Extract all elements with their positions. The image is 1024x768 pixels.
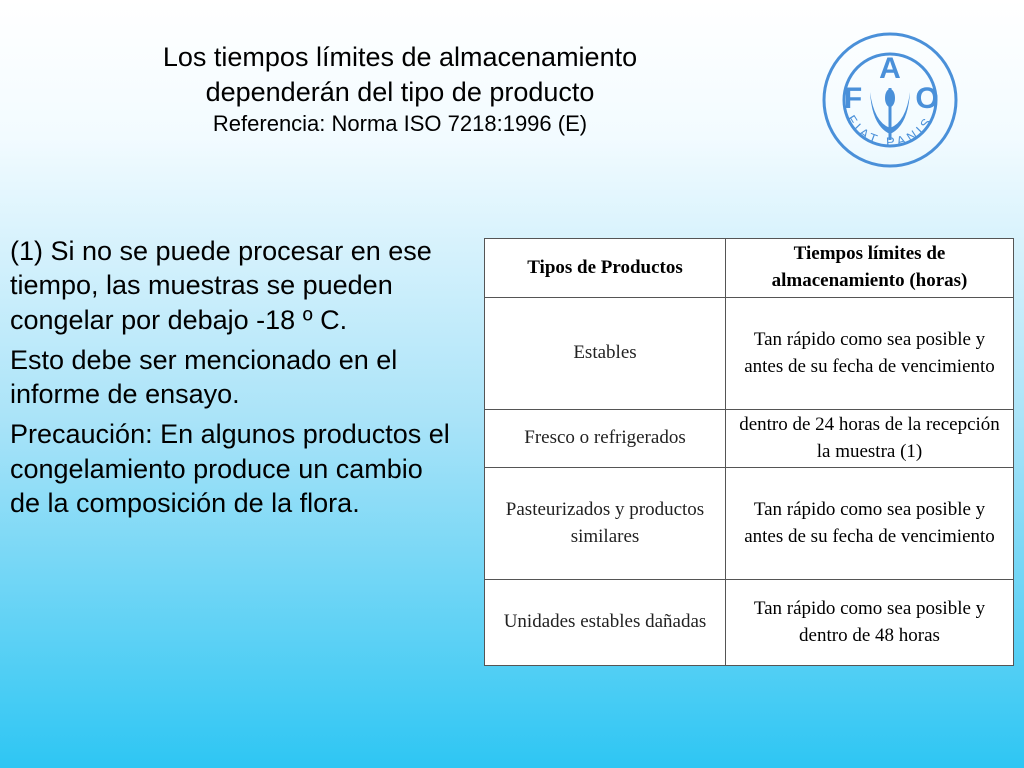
product-cell: Estables <box>485 298 726 410</box>
limit-cell: Tan rápido como sea posible y antes de su fecha de vencimiento <box>726 298 1014 410</box>
header-time-limit: Tiempos límites de almacenamiento (horas) <box>726 239 1014 298</box>
note-precaucion: Precaución: En algunos productos el congelamiento produce un cambio de la composición de la flora. <box>10 419 450 518</box>
header-product-type: Tipos de Productos <box>485 239 726 298</box>
table-row <box>485 580 1014 666</box>
logo-motto: FIAT PANIS <box>843 112 937 150</box>
limit-cell: Tan rápido como sea posible y antes de su fecha de vencimiento <box>726 468 1014 580</box>
title-reference: Referencia: Norma ISO 7218:1996 (E) <box>212 111 588 137</box>
table-row <box>485 468 1014 580</box>
storage-limits-table <box>484 238 1014 666</box>
title-line-1: Los tiempos límites de almacenamiento <box>162 42 638 72</box>
note-congelar: (1) Si no se puede procesar en ese tiempo, las muestras se pueden congelar por debajo -18 º C. <box>10 236 432 335</box>
table-row <box>485 298 1014 410</box>
limit-cell: dentro de 24 horas de la recepción la muestra (1) <box>726 410 1014 468</box>
product-cell: Pasteurizados y productos similares <box>485 468 726 580</box>
table-row <box>485 410 1014 468</box>
limit-cell: Tan rápido como sea posible y dentro de 48 horas <box>726 580 1014 666</box>
product-cell: Unidades estables dañadas <box>485 580 726 666</box>
logo-letter-a: A <box>879 52 901 85</box>
notes-block <box>10 234 450 526</box>
logo-letter-f: F <box>843 82 863 115</box>
table-header-row <box>485 239 1014 298</box>
slide-title <box>70 40 730 139</box>
title-line-2: dependerán del tipo de producto <box>205 77 595 108</box>
product-cell: Fresco o refrigerados <box>485 410 726 468</box>
logo-letter-o: O <box>915 82 939 115</box>
note-informe: Esto debe ser mencionado en el informe de ensayo. <box>10 344 398 410</box>
fao-logo <box>820 30 960 170</box>
